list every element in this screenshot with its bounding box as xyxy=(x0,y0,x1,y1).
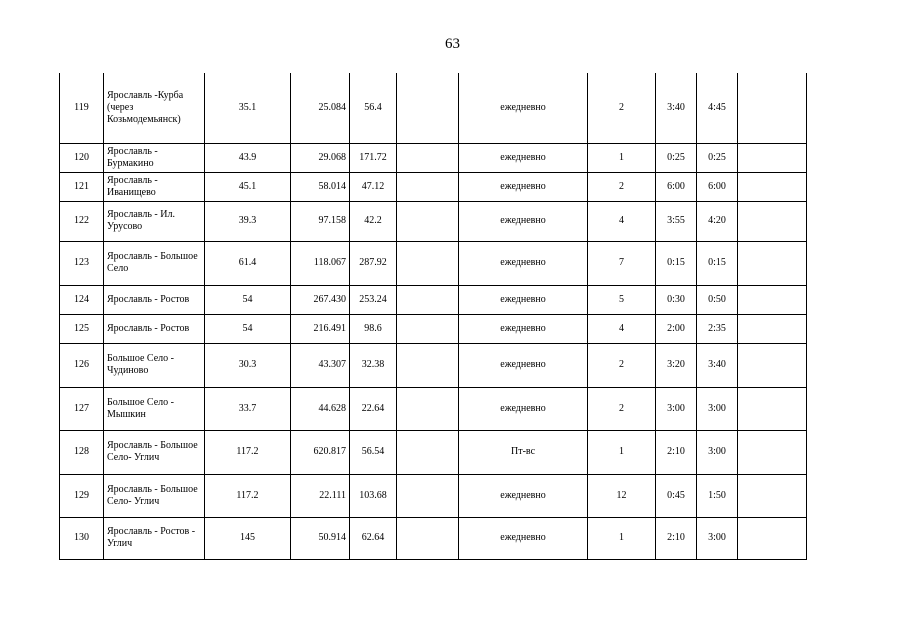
time-end: 6:00 xyxy=(697,172,738,201)
route-schedule: ежедневно xyxy=(459,172,588,201)
route-percent: 56.4 xyxy=(350,73,397,143)
route-length: 117.2 xyxy=(205,430,291,474)
empty-cell xyxy=(738,143,807,172)
time-start: 3:20 xyxy=(656,343,697,387)
empty-cell xyxy=(738,343,807,387)
route-percent: 171.72 xyxy=(350,143,397,172)
routes-table xyxy=(59,73,807,560)
route-length: 117.2 xyxy=(205,474,291,517)
table-row xyxy=(60,285,807,314)
table-row xyxy=(60,201,807,241)
empty-cell xyxy=(397,314,459,343)
route-percent: 62.64 xyxy=(350,517,397,559)
route-revenue: 620.817 xyxy=(291,430,350,474)
time-end: 1:50 xyxy=(697,474,738,517)
empty-cell xyxy=(738,201,807,241)
route-percent: 98.6 xyxy=(350,314,397,343)
empty-cell xyxy=(397,143,459,172)
route-name: Ярославль - Ростов xyxy=(104,285,205,314)
row-number: 128 xyxy=(60,430,104,474)
table-row xyxy=(60,343,807,387)
route-revenue: 22.111 xyxy=(291,474,350,517)
time-start: 6:00 xyxy=(656,172,697,201)
empty-cell xyxy=(397,474,459,517)
route-schedule: Пт-вс xyxy=(459,430,588,474)
route-name: Большое Село - Мышкин xyxy=(104,387,205,430)
table-row xyxy=(60,430,807,474)
route-length: 35.1 xyxy=(205,73,291,143)
empty-cell xyxy=(738,314,807,343)
route-name: Большое Село - Чудиново xyxy=(104,343,205,387)
time-start: 3:00 xyxy=(656,387,697,430)
empty-cell xyxy=(738,387,807,430)
route-revenue: 44.628 xyxy=(291,387,350,430)
trip-count: 2 xyxy=(588,387,656,430)
route-length: 54 xyxy=(205,314,291,343)
empty-cell xyxy=(738,517,807,559)
route-percent: 47.12 xyxy=(350,172,397,201)
table-row xyxy=(60,143,807,172)
row-number: 120 xyxy=(60,143,104,172)
route-length: 33.7 xyxy=(205,387,291,430)
route-name: Ярославль - Ил. Урусово xyxy=(104,201,205,241)
time-end: 4:45 xyxy=(697,73,738,143)
trip-count: 5 xyxy=(588,285,656,314)
route-schedule: ежедневно xyxy=(459,343,588,387)
route-name: Ярославль - Иванищево xyxy=(104,172,205,201)
route-revenue: 29.068 xyxy=(291,143,350,172)
trip-count: 1 xyxy=(588,430,656,474)
route-revenue: 50.914 xyxy=(291,517,350,559)
trip-count: 7 xyxy=(588,241,656,285)
row-number: 124 xyxy=(60,285,104,314)
route-percent: 103.68 xyxy=(350,474,397,517)
route-revenue: 97.158 xyxy=(291,201,350,241)
row-number: 123 xyxy=(60,241,104,285)
time-end: 0:50 xyxy=(697,285,738,314)
route-length: 61.4 xyxy=(205,241,291,285)
empty-cell xyxy=(738,430,807,474)
route-name: Ярославль - Большое Село- Углич xyxy=(104,474,205,517)
empty-cell xyxy=(397,387,459,430)
route-length: 39.3 xyxy=(205,201,291,241)
route-schedule: ежедневно xyxy=(459,285,588,314)
empty-cell xyxy=(397,285,459,314)
trip-count: 4 xyxy=(588,314,656,343)
route-schedule: ежедневно xyxy=(459,241,588,285)
time-end: 0:15 xyxy=(697,241,738,285)
trip-count: 2 xyxy=(588,73,656,143)
route-length: 30.3 xyxy=(205,343,291,387)
empty-cell xyxy=(397,172,459,201)
route-revenue: 58.014 xyxy=(291,172,350,201)
time-end: 3:40 xyxy=(697,343,738,387)
empty-cell xyxy=(738,285,807,314)
empty-cell xyxy=(397,343,459,387)
time-end: 4:20 xyxy=(697,201,738,241)
route-length: 145 xyxy=(205,517,291,559)
empty-cell xyxy=(397,201,459,241)
route-schedule: ежедневно xyxy=(459,474,588,517)
trip-count: 2 xyxy=(588,172,656,201)
empty-cell xyxy=(738,73,807,143)
table-row xyxy=(60,172,807,201)
trip-count: 4 xyxy=(588,201,656,241)
row-number: 127 xyxy=(60,387,104,430)
table-row xyxy=(60,73,807,143)
route-schedule: ежедневно xyxy=(459,387,588,430)
route-schedule: ежедневно xyxy=(459,201,588,241)
time-end: 0:25 xyxy=(697,143,738,172)
row-number: 126 xyxy=(60,343,104,387)
route-revenue: 25.084 xyxy=(291,73,350,143)
trip-count: 1 xyxy=(588,517,656,559)
row-number: 119 xyxy=(60,73,104,143)
table-row xyxy=(60,314,807,343)
time-end: 2:35 xyxy=(697,314,738,343)
empty-cell xyxy=(397,430,459,474)
time-start: 0:25 xyxy=(656,143,697,172)
row-number: 122 xyxy=(60,201,104,241)
time-start: 3:55 xyxy=(656,201,697,241)
route-length: 43.9 xyxy=(205,143,291,172)
empty-cell xyxy=(397,517,459,559)
empty-cell xyxy=(738,474,807,517)
time-start: 2:10 xyxy=(656,430,697,474)
row-number: 129 xyxy=(60,474,104,517)
route-schedule: ежедневно xyxy=(459,314,588,343)
route-length: 54 xyxy=(205,285,291,314)
time-end: 3:00 xyxy=(697,517,738,559)
empty-cell xyxy=(738,241,807,285)
trip-count: 12 xyxy=(588,474,656,517)
route-schedule: ежедневно xyxy=(459,73,588,143)
empty-cell xyxy=(738,172,807,201)
time-start: 0:15 xyxy=(656,241,697,285)
table-row xyxy=(60,517,807,559)
route-name: Ярославль - Ростов xyxy=(104,314,205,343)
time-end: 3:00 xyxy=(697,387,738,430)
time-start: 0:45 xyxy=(656,474,697,517)
table-row xyxy=(60,241,807,285)
route-revenue: 267.430 xyxy=(291,285,350,314)
route-name: Ярославль - Ростов - Углич xyxy=(104,517,205,559)
route-percent: 42.2 xyxy=(350,201,397,241)
time-start: 3:40 xyxy=(656,73,697,143)
empty-cell xyxy=(397,73,459,143)
time-start: 2:00 xyxy=(656,314,697,343)
page-number: 63 xyxy=(445,36,460,52)
route-revenue: 118.067 xyxy=(291,241,350,285)
empty-cell xyxy=(397,241,459,285)
route-percent: 22.64 xyxy=(350,387,397,430)
route-percent: 287.92 xyxy=(350,241,397,285)
trip-count: 2 xyxy=(588,343,656,387)
trip-count: 1 xyxy=(588,143,656,172)
route-name: Ярославль - Большое Село- Углич xyxy=(104,430,205,474)
row-number: 125 xyxy=(60,314,104,343)
table-row xyxy=(60,387,807,430)
route-percent: 56.54 xyxy=(350,430,397,474)
route-schedule: ежедневно xyxy=(459,517,588,559)
route-schedule: ежедневно xyxy=(459,143,588,172)
route-name: Ярославль - Бурмакино xyxy=(104,143,205,172)
route-name: Ярославль -Курба (через Козьмодемьянск) xyxy=(104,73,205,143)
time-start: 2:10 xyxy=(656,517,697,559)
route-revenue: 43.307 xyxy=(291,343,350,387)
time-start: 0:30 xyxy=(656,285,697,314)
route-percent: 253.24 xyxy=(350,285,397,314)
route-percent: 32.38 xyxy=(350,343,397,387)
route-name: Ярославль - Большое Село xyxy=(104,241,205,285)
row-number: 130 xyxy=(60,517,104,559)
time-end: 3:00 xyxy=(697,430,738,474)
table-row xyxy=(60,474,807,517)
route-revenue: 216.491 xyxy=(291,314,350,343)
row-number: 121 xyxy=(60,172,104,201)
route-length: 45.1 xyxy=(205,172,291,201)
